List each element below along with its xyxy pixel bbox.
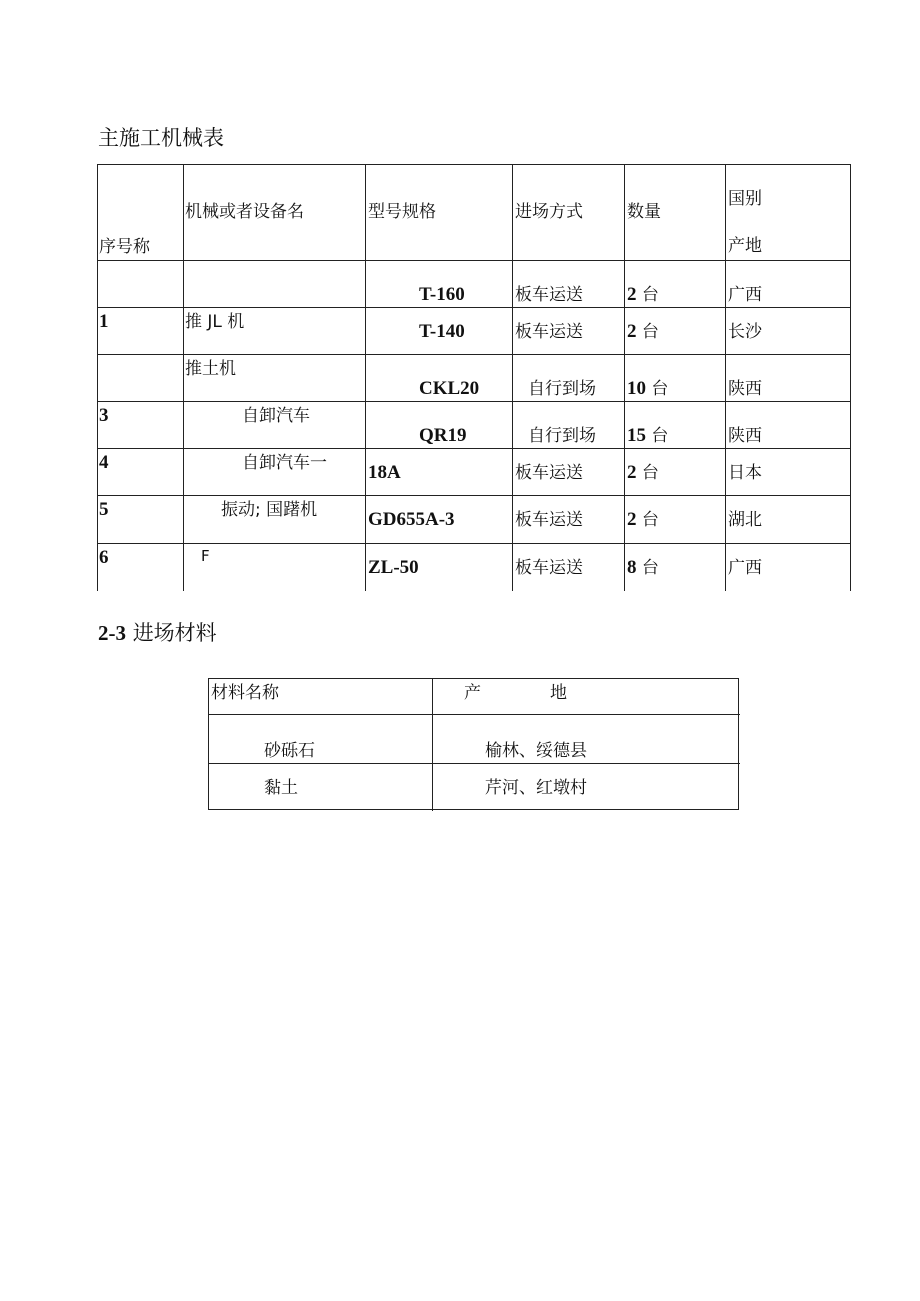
header-name: 机械或者设备名	[185, 202, 304, 222]
row-7-model: ZL-50	[368, 557, 419, 578]
header-origin-line1: 国别	[728, 189, 762, 209]
header-model: 型号规格	[368, 202, 436, 222]
header-serial: 序号称	[99, 237, 150, 257]
material-row-1-name: 砂砾石	[264, 741, 315, 761]
row-4-serial: 3	[99, 405, 109, 426]
row-1-entry: 板车运送	[515, 285, 583, 305]
row-6-origin: 湖北	[728, 510, 762, 530]
row-7-serial: 6	[99, 547, 109, 568]
row-5-qty: 2 台	[627, 462, 659, 483]
materials-header-origin-a: 产	[464, 683, 481, 703]
materials-table	[208, 678, 739, 810]
row-7-name: F	[201, 547, 210, 565]
row-2-name: 推 JL 机	[185, 312, 245, 332]
materials-header-origin-b: 地	[550, 683, 567, 703]
header-qty: 数量	[627, 202, 661, 222]
row-7-entry: 板车运送	[515, 558, 583, 578]
row-4-entry: 自行到场	[528, 426, 596, 446]
material-row-1-origin: 榆林、绥德县	[485, 741, 587, 761]
row-2-qty: 2 台	[627, 321, 659, 342]
row-5-entry: 板车运送	[515, 463, 583, 483]
machinery-table	[97, 164, 851, 591]
row-4-name: 自卸汽车	[242, 406, 310, 426]
row-1-qty: 2 台	[627, 284, 659, 305]
row-6-name: 振动; 国躇机	[221, 500, 318, 520]
row-4-origin: 陕西	[728, 426, 762, 446]
row-6-entry: 板车运送	[515, 510, 583, 530]
row-2-entry: 板车运送	[515, 322, 583, 342]
row-6-serial: 5	[99, 499, 109, 520]
materials-header-name: 材料名称	[211, 683, 279, 703]
row-3-name: 推土机	[185, 359, 236, 379]
row-2-origin: 长沙	[728, 322, 762, 342]
row-5-serial: 4	[99, 452, 109, 473]
material-row-2-name: 黏土	[264, 778, 298, 798]
row-5-name: 自卸汽车一	[242, 453, 327, 473]
row-5-origin: 日本	[728, 463, 762, 483]
row-3-qty: 10 台	[627, 378, 669, 399]
row-2-model: T-140	[419, 321, 465, 342]
row-4-model: QR19	[419, 425, 467, 446]
header-entry: 进场方式	[515, 202, 583, 222]
machinery-table-title: 主施工机械表	[98, 126, 224, 150]
row-7-qty: 8 台	[627, 557, 659, 578]
row-3-model: CKL20	[419, 378, 480, 399]
row-2-serial: 1	[99, 311, 109, 332]
row-1-model: T-160	[419, 284, 465, 305]
row-3-origin: 陕西	[728, 379, 762, 399]
row-4-qty: 15 台	[627, 425, 669, 446]
header-origin-line2: 产地	[728, 236, 762, 256]
materials-title: 2-3 进场材料	[98, 621, 217, 645]
row-1-origin: 广西	[728, 285, 762, 305]
row-3-entry: 自行到场	[528, 379, 596, 399]
row-6-model: GD655A-3	[368, 509, 455, 530]
row-5-model: 18A	[368, 462, 401, 483]
row-7-origin: 广西	[728, 558, 762, 578]
row-6-qty: 2 台	[627, 509, 659, 530]
material-row-2-origin: 芹河、红墩村	[485, 778, 587, 798]
